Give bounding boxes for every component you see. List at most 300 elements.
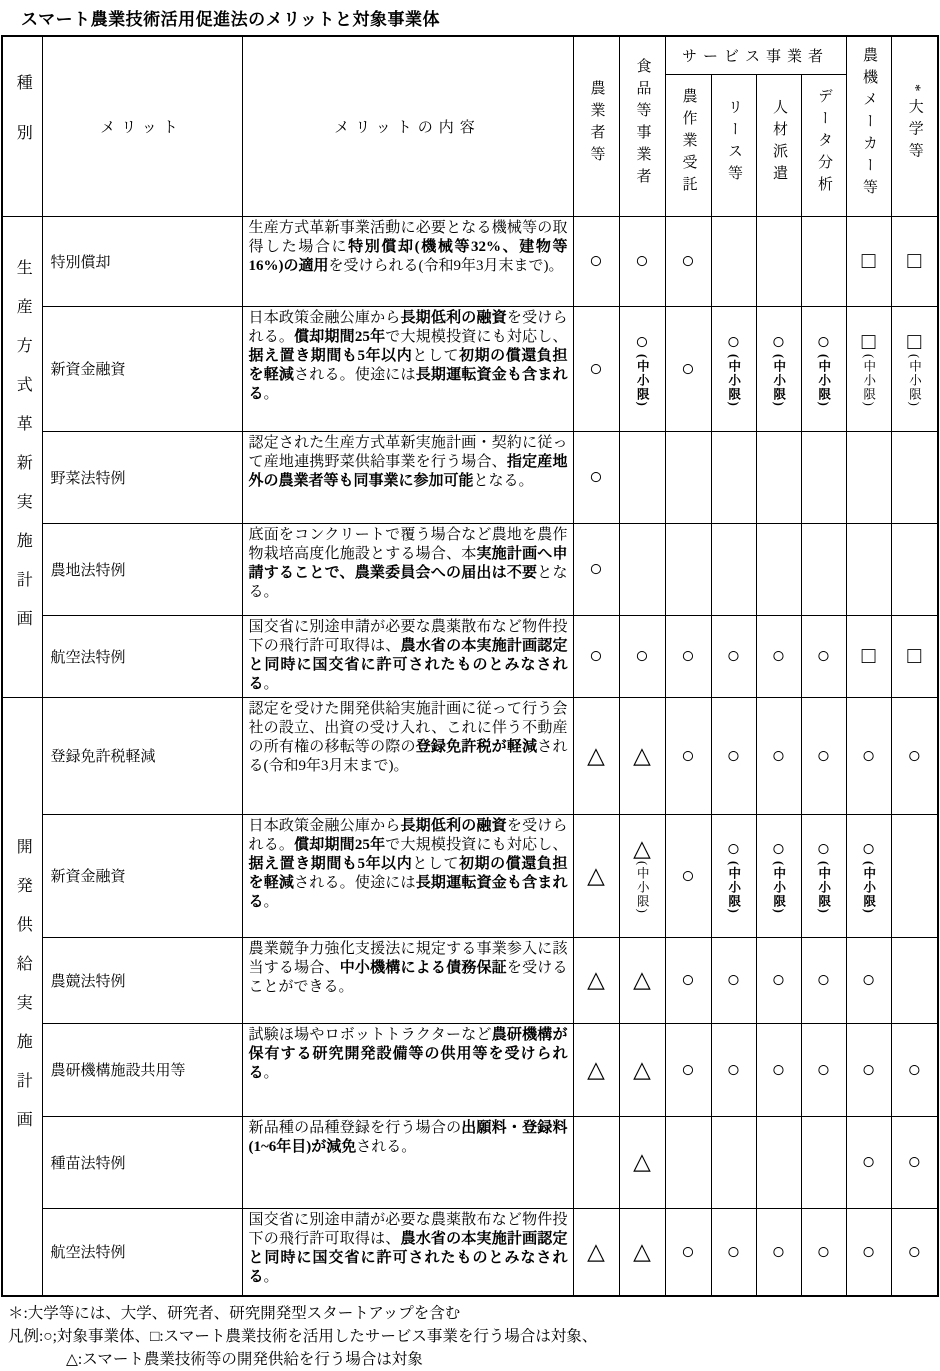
circle-mark: ○ [816, 967, 831, 992]
mark-cell [801, 1208, 846, 1296]
mark-cell [756, 1116, 801, 1208]
mark-cell [891, 615, 938, 697]
triangle-mark: △ [633, 1238, 651, 1264]
content-text-bold: 初期の償還負担を軽減 [248, 855, 568, 891]
content-text-bold: 中小機構による債務保証 [339, 959, 507, 976]
chusho-limit-note: (中小限) [771, 860, 786, 915]
table-row [2, 1208, 938, 1296]
content-text-bold: 指定産地外の農業者等も同事業に参加可能 [248, 453, 568, 489]
col-header-type-cell [2, 36, 42, 216]
triangle-mark: △ [587, 967, 605, 992]
content-text-bold: 長期運転資金も含まれる [248, 874, 568, 910]
mark-cell [846, 697, 891, 814]
content-text: として [412, 855, 460, 872]
merit-name-cell: 航空法特例 [42, 1208, 242, 1296]
mark-cell [801, 431, 846, 523]
mark [587, 1240, 605, 1263]
chusho-limit-note: (中小限) [861, 860, 876, 915]
mark [633, 744, 651, 767]
circle-mark: ○ [681, 643, 695, 668]
mark-cell [619, 615, 665, 697]
mark-cell [801, 697, 846, 814]
merit-content-cell [242, 1023, 573, 1116]
mark-cell [619, 216, 665, 306]
merit-name-cell: 農競法特例 [42, 937, 242, 1023]
mark [633, 1150, 651, 1173]
merit-content-cell [242, 814, 573, 937]
content-text: 新品種の品種登録を行う場合の [248, 1119, 462, 1136]
mark [896, 330, 934, 407]
mark-cell [665, 1023, 711, 1116]
circle-mark: ○ [726, 967, 741, 992]
mark [623, 837, 661, 914]
mark [862, 968, 876, 991]
col-header-staffing: 人材派遣 [771, 98, 787, 187]
circle-mark: ○ [589, 643, 603, 668]
col-header-university-cell [891, 36, 938, 216]
mark [727, 1240, 741, 1263]
merit-content-cell [242, 1116, 573, 1208]
content-text: 日本政策金融公庫から [248, 309, 401, 326]
chusho-limit-note: (中小限) [771, 353, 786, 408]
mark-cell [801, 306, 846, 431]
circle-mark: ○ [681, 355, 695, 381]
mark-cell [846, 1023, 891, 1116]
mark [715, 837, 753, 914]
mark-cell [846, 615, 891, 697]
col-header-machinery-maker: 農機メーカー等 [861, 46, 878, 201]
merit-name-cell: 登録免許税軽減 [42, 697, 242, 814]
content-text: 。 [263, 385, 279, 402]
mark-cell [891, 306, 938, 431]
mark-cell [619, 1208, 665, 1296]
mark [817, 744, 831, 767]
mark-cell [665, 523, 711, 615]
mark-cell [801, 937, 846, 1023]
mark-cell [573, 615, 619, 697]
mark [635, 644, 649, 667]
mark-cell [619, 697, 665, 814]
content-text: 認定を受けた開発供給実施計画に従って行う会社の設立、出資の受け入れ、これに伴う不動産の所有権の移転等の際の [248, 700, 568, 755]
content-text-bold: 据え置き期間も5年以内 [248, 855, 413, 872]
square-mark: □ [907, 643, 922, 668]
mark [715, 330, 753, 407]
mark [817, 968, 831, 991]
mark [817, 644, 831, 667]
mark [862, 1058, 876, 1081]
row-group-cell [2, 697, 42, 1296]
triangle-mark: △ [633, 967, 651, 992]
table-row [2, 306, 938, 431]
col-header-type: 種別 [14, 73, 32, 174]
circle-mark: ○ [907, 1056, 922, 1082]
circle-mark: ○ [771, 328, 786, 354]
mark-cell [573, 814, 619, 937]
mark [907, 249, 921, 272]
col-header-food-business: 食品等事業者 [634, 57, 651, 190]
content-text-bold: 農水省の本実施計画認定と同時に国交省に許可されたものとみなされる [248, 1230, 568, 1285]
mark [681, 357, 695, 380]
mark [681, 1240, 695, 1263]
mark-cell [891, 814, 938, 937]
mark-cell [891, 216, 938, 306]
mark-cell [619, 814, 665, 937]
circle-mark: ○ [726, 643, 741, 668]
circle-mark: ○ [861, 1238, 876, 1264]
merit-content-cell [242, 216, 573, 306]
mark [589, 357, 603, 380]
mark-cell [665, 937, 711, 1023]
mark-cell [665, 216, 711, 306]
content-text: として [412, 347, 460, 364]
mark-cell [756, 937, 801, 1023]
mark [772, 644, 786, 667]
merit-name-cell: 新資金融資 [42, 306, 242, 431]
circle-mark: ○ [771, 967, 786, 992]
mark-cell [665, 431, 711, 523]
content-text: を受けることができる。 [248, 959, 568, 995]
table-row [2, 216, 938, 306]
mark-cell [846, 937, 891, 1023]
circle-mark: ○ [681, 1238, 695, 1264]
table-row [2, 697, 938, 814]
content-text: を受けられる(令和9年3月末まで)。 [328, 257, 564, 274]
col-header-university: *大学等 [906, 83, 923, 164]
mark-cell [711, 216, 756, 306]
table-body [2, 216, 938, 1296]
col-header-data-analysis: データ分析 [816, 87, 832, 198]
mark-cell [756, 306, 801, 431]
merit-name-cell: 野菜法特例 [42, 431, 242, 523]
mark-cell [711, 814, 756, 937]
mark-cell [573, 697, 619, 814]
mark [681, 1058, 695, 1081]
content-text-bold: 初期の償還負担を軽減 [248, 347, 568, 383]
triangle-mark: △ [633, 742, 651, 768]
content-text: 。 [263, 1064, 279, 1081]
circle-mark: ○ [771, 643, 786, 668]
mark [862, 744, 876, 767]
mark-cell [711, 1116, 756, 1208]
col-header-machinery-maker-cell [846, 36, 891, 216]
mark-cell [619, 937, 665, 1023]
triangle-mark: △ [587, 1056, 605, 1082]
mark [862, 644, 876, 667]
mark-cell [573, 431, 619, 523]
square-mark: □ [861, 328, 876, 354]
mark [587, 968, 605, 991]
col-header-farm-work-contract: 農作業受託 [680, 87, 697, 198]
table-row [2, 523, 938, 615]
mark-cell [573, 1208, 619, 1296]
content-text: 底面をコンクリートで覆う場合など農地を農作物栽培高度化施設とする場合、本 [248, 526, 568, 562]
mark-cell [801, 814, 846, 937]
table-row [2, 937, 938, 1023]
col-header-farmers-cell [573, 36, 619, 216]
col-header-data-analysis-cell [801, 74, 846, 216]
col-header-farmers: 農業者等 [588, 79, 605, 168]
table-row [2, 615, 938, 697]
content-text: 生産方式革新事業活動に必要となる機械等の取得した場合に [248, 219, 568, 255]
content-text-bold: 長期低利の融資 [400, 309, 507, 326]
table-row [2, 431, 938, 523]
mark-cell [711, 1208, 756, 1296]
circle-mark: ○ [681, 967, 695, 992]
triangle-mark: △ [587, 742, 605, 768]
mark-cell [801, 216, 846, 306]
legend-line-2: △:スマート農業技術等の開発供給を行う場合は対象 [66, 1351, 423, 1368]
mark-cell [665, 1208, 711, 1296]
table-row [2, 814, 938, 937]
merit-content-cell [242, 697, 573, 814]
mark [589, 644, 603, 667]
col-header-farm-work-contract-cell [665, 74, 711, 216]
circle-mark: ○ [635, 328, 649, 354]
square-mark: □ [907, 328, 922, 354]
col-header-food-business-cell [619, 36, 665, 216]
circle-mark: ○ [861, 967, 876, 992]
circle-mark: ○ [771, 1056, 786, 1082]
mark [681, 968, 695, 991]
document-page [0, 5, 940, 1371]
mark-cell [756, 1208, 801, 1296]
mark [850, 837, 888, 914]
mark-cell [756, 814, 801, 937]
mark [587, 1058, 605, 1081]
col-header-merit: メリット [42, 36, 242, 216]
mark-cell [573, 937, 619, 1023]
triangle-mark: △ [587, 1238, 605, 1264]
circle-mark: ○ [771, 1238, 786, 1264]
content-text: となる。 [248, 564, 568, 600]
merits-table [1, 35, 939, 1297]
mark-cell [891, 937, 938, 1023]
mark [623, 330, 661, 407]
mark-cell [756, 216, 801, 306]
mark-cell [711, 523, 756, 615]
mark-cell [846, 306, 891, 431]
mark [772, 1240, 786, 1263]
col-header-merit-content: メリットの内容 [242, 36, 573, 216]
circle-mark: ○ [816, 328, 831, 354]
table-row [2, 1116, 938, 1208]
mark [862, 1150, 876, 1173]
mark [681, 644, 695, 667]
merit-name-cell: 種苗法特例 [42, 1116, 242, 1208]
circle-mark: ○ [861, 835, 876, 861]
content-text-bold: 長期低利の融資 [400, 817, 507, 834]
content-text: を受けられる。 [248, 309, 568, 345]
circle-mark: ○ [816, 835, 831, 861]
mark-cell [573, 1116, 619, 1208]
mark [772, 744, 786, 767]
mark-cell [846, 1116, 891, 1208]
mark-cell [619, 306, 665, 431]
mark-cell [711, 431, 756, 523]
mark [635, 249, 649, 272]
col-header-lease: リース等 [726, 98, 742, 187]
mark-cell [711, 937, 756, 1023]
header-row-top [2, 36, 938, 74]
row-group-cell [2, 216, 42, 697]
row-group-label: 開発供給実施計画 [14, 837, 32, 1150]
mark-cell [846, 814, 891, 937]
content-text: 。 [263, 675, 279, 692]
mark [727, 968, 741, 991]
mark-cell [846, 523, 891, 615]
merit-name-cell: 農研機構施設共用等 [42, 1023, 242, 1116]
mark-cell [846, 431, 891, 523]
mark-cell [801, 1023, 846, 1116]
circle-mark: ○ [726, 328, 741, 354]
circle-mark: ○ [816, 1238, 831, 1264]
content-text-bold: 償却期間25年 [294, 836, 386, 853]
circle-mark: ○ [635, 248, 649, 273]
mark-cell [891, 697, 938, 814]
chusho-limit-note: (中小限) [635, 860, 650, 915]
circle-mark: ○ [681, 248, 695, 273]
circle-mark: ○ [635, 643, 649, 668]
circle-mark: ○ [726, 1238, 741, 1264]
circle-mark: ○ [589, 248, 603, 273]
mark [907, 1150, 921, 1173]
mark-cell [619, 1023, 665, 1116]
mark-cell [573, 216, 619, 306]
circle-mark: ○ [771, 742, 786, 768]
merit-content-cell [242, 306, 573, 431]
circle-mark: ○ [816, 643, 831, 668]
mark-cell [801, 523, 846, 615]
mark [862, 1240, 876, 1263]
mark [633, 968, 651, 991]
circle-mark: ○ [589, 355, 603, 381]
mark [589, 465, 603, 488]
triangle-mark: △ [633, 1149, 651, 1174]
content-text-bold: 農水省の本実施計画認定と同時に国交省に許可されたものとみなされる [248, 637, 568, 692]
mark-cell [891, 1208, 938, 1296]
mark-cell [619, 1116, 665, 1208]
content-text-bold: 実施計画へ申請することで、農業委員会への届出は不要 [248, 545, 568, 581]
row-group-label: 生産方式革新実施計画 [14, 259, 32, 649]
circle-mark: ○ [589, 464, 603, 489]
content-text-bold: 長期運転資金も含まれる [248, 366, 568, 402]
chusho-limit-note: (中小限) [816, 860, 831, 915]
mark-cell [665, 306, 711, 431]
footer-notes [8, 1302, 940, 1371]
mark [772, 1058, 786, 1081]
mark-cell [619, 431, 665, 523]
mark [681, 864, 695, 887]
content-text: 農業競争力強化支援法に規定する事業参入に該当する場合、 [248, 940, 568, 976]
circle-mark: ○ [861, 742, 876, 768]
mark [587, 744, 605, 767]
mark [907, 1240, 921, 1263]
circle-mark: ○ [681, 742, 695, 768]
mark [817, 1240, 831, 1263]
mark [681, 744, 695, 767]
mark [907, 644, 921, 667]
mark [772, 968, 786, 991]
circle-mark: ○ [907, 1238, 922, 1264]
merit-content-cell [242, 937, 573, 1023]
square-mark: □ [861, 248, 876, 273]
mark-cell [891, 431, 938, 523]
mark-cell [756, 431, 801, 523]
triangle-mark: △ [633, 835, 651, 861]
content-text-bold: 登録免許税が軽減 [415, 738, 538, 755]
content-text: 国交省に別途申請が必要な農薬散布など物件投下の飛行許可取得は、 [248, 1211, 568, 1247]
mark-cell [756, 523, 801, 615]
mark-cell [891, 523, 938, 615]
col-header-lease-cell [711, 74, 756, 216]
mark [589, 557, 603, 580]
mark-cell [711, 697, 756, 814]
merit-content-cell [242, 431, 573, 523]
content-text: で大規模投資にも対応し、 [385, 836, 568, 853]
content-text: 国交省に別途申請が必要な農薬散布など物件投下の飛行許可取得は、 [248, 618, 568, 654]
mark [907, 1058, 921, 1081]
square-mark: □ [861, 643, 876, 668]
mark [760, 837, 798, 914]
mark-cell [665, 697, 711, 814]
col-header-service-group: サービス事業者 [665, 36, 846, 74]
mark [907, 744, 921, 767]
chusho-limit-note: (中小限) [726, 353, 741, 408]
mark-cell [665, 814, 711, 937]
chusho-limit-note: (中小限) [635, 353, 650, 408]
col-header-staffing-cell [756, 74, 801, 216]
table-header [2, 36, 938, 216]
content-text: で大規模投資にも対応し、 [385, 328, 568, 345]
mark [805, 330, 843, 407]
content-text: 試験ほ場やロボットトラクターなど [248, 1026, 492, 1043]
chusho-limit-note: (中小限) [907, 353, 922, 408]
circle-mark: ○ [861, 1056, 876, 1082]
mark [727, 644, 741, 667]
square-mark: □ [907, 248, 922, 273]
merit-name-cell: 特別償却 [42, 216, 242, 306]
table-row [2, 1023, 938, 1116]
content-text: 認定された生産方式革新実施計画・契約に従って産地連携野菜供給事業を行う場合、 [248, 434, 568, 470]
circle-mark: ○ [589, 556, 603, 581]
merit-name-cell: 航空法特例 [42, 615, 242, 697]
content-text-bold: 償却期間25年 [294, 328, 386, 345]
content-text: される。 [356, 1138, 417, 1155]
content-text: される。使途には [294, 366, 416, 383]
mark [850, 330, 888, 407]
content-text: を受けられる。 [248, 817, 568, 853]
mark-cell [619, 523, 665, 615]
mark-cell [711, 1023, 756, 1116]
mark [633, 1058, 651, 1081]
content-text: される(令和9年3月末まで)。 [248, 738, 568, 774]
circle-mark: ○ [771, 835, 786, 861]
chusho-limit-note: (中小限) [726, 860, 741, 915]
mark [681, 249, 695, 272]
chusho-limit-note: (中小限) [861, 353, 876, 408]
mark [589, 249, 603, 272]
circle-mark: ○ [816, 742, 831, 768]
merit-name-cell: 農地法特例 [42, 523, 242, 615]
content-text-bold: 出願料・登録料(1~6年目)が減免 [248, 1119, 568, 1155]
mark-cell [891, 1023, 938, 1116]
mark-cell [891, 1116, 938, 1208]
circle-mark: ○ [816, 1056, 831, 1082]
mark-cell [711, 615, 756, 697]
mark-cell [801, 1116, 846, 1208]
mark-cell [573, 306, 619, 431]
merit-name-cell: 新資金融資 [42, 814, 242, 937]
